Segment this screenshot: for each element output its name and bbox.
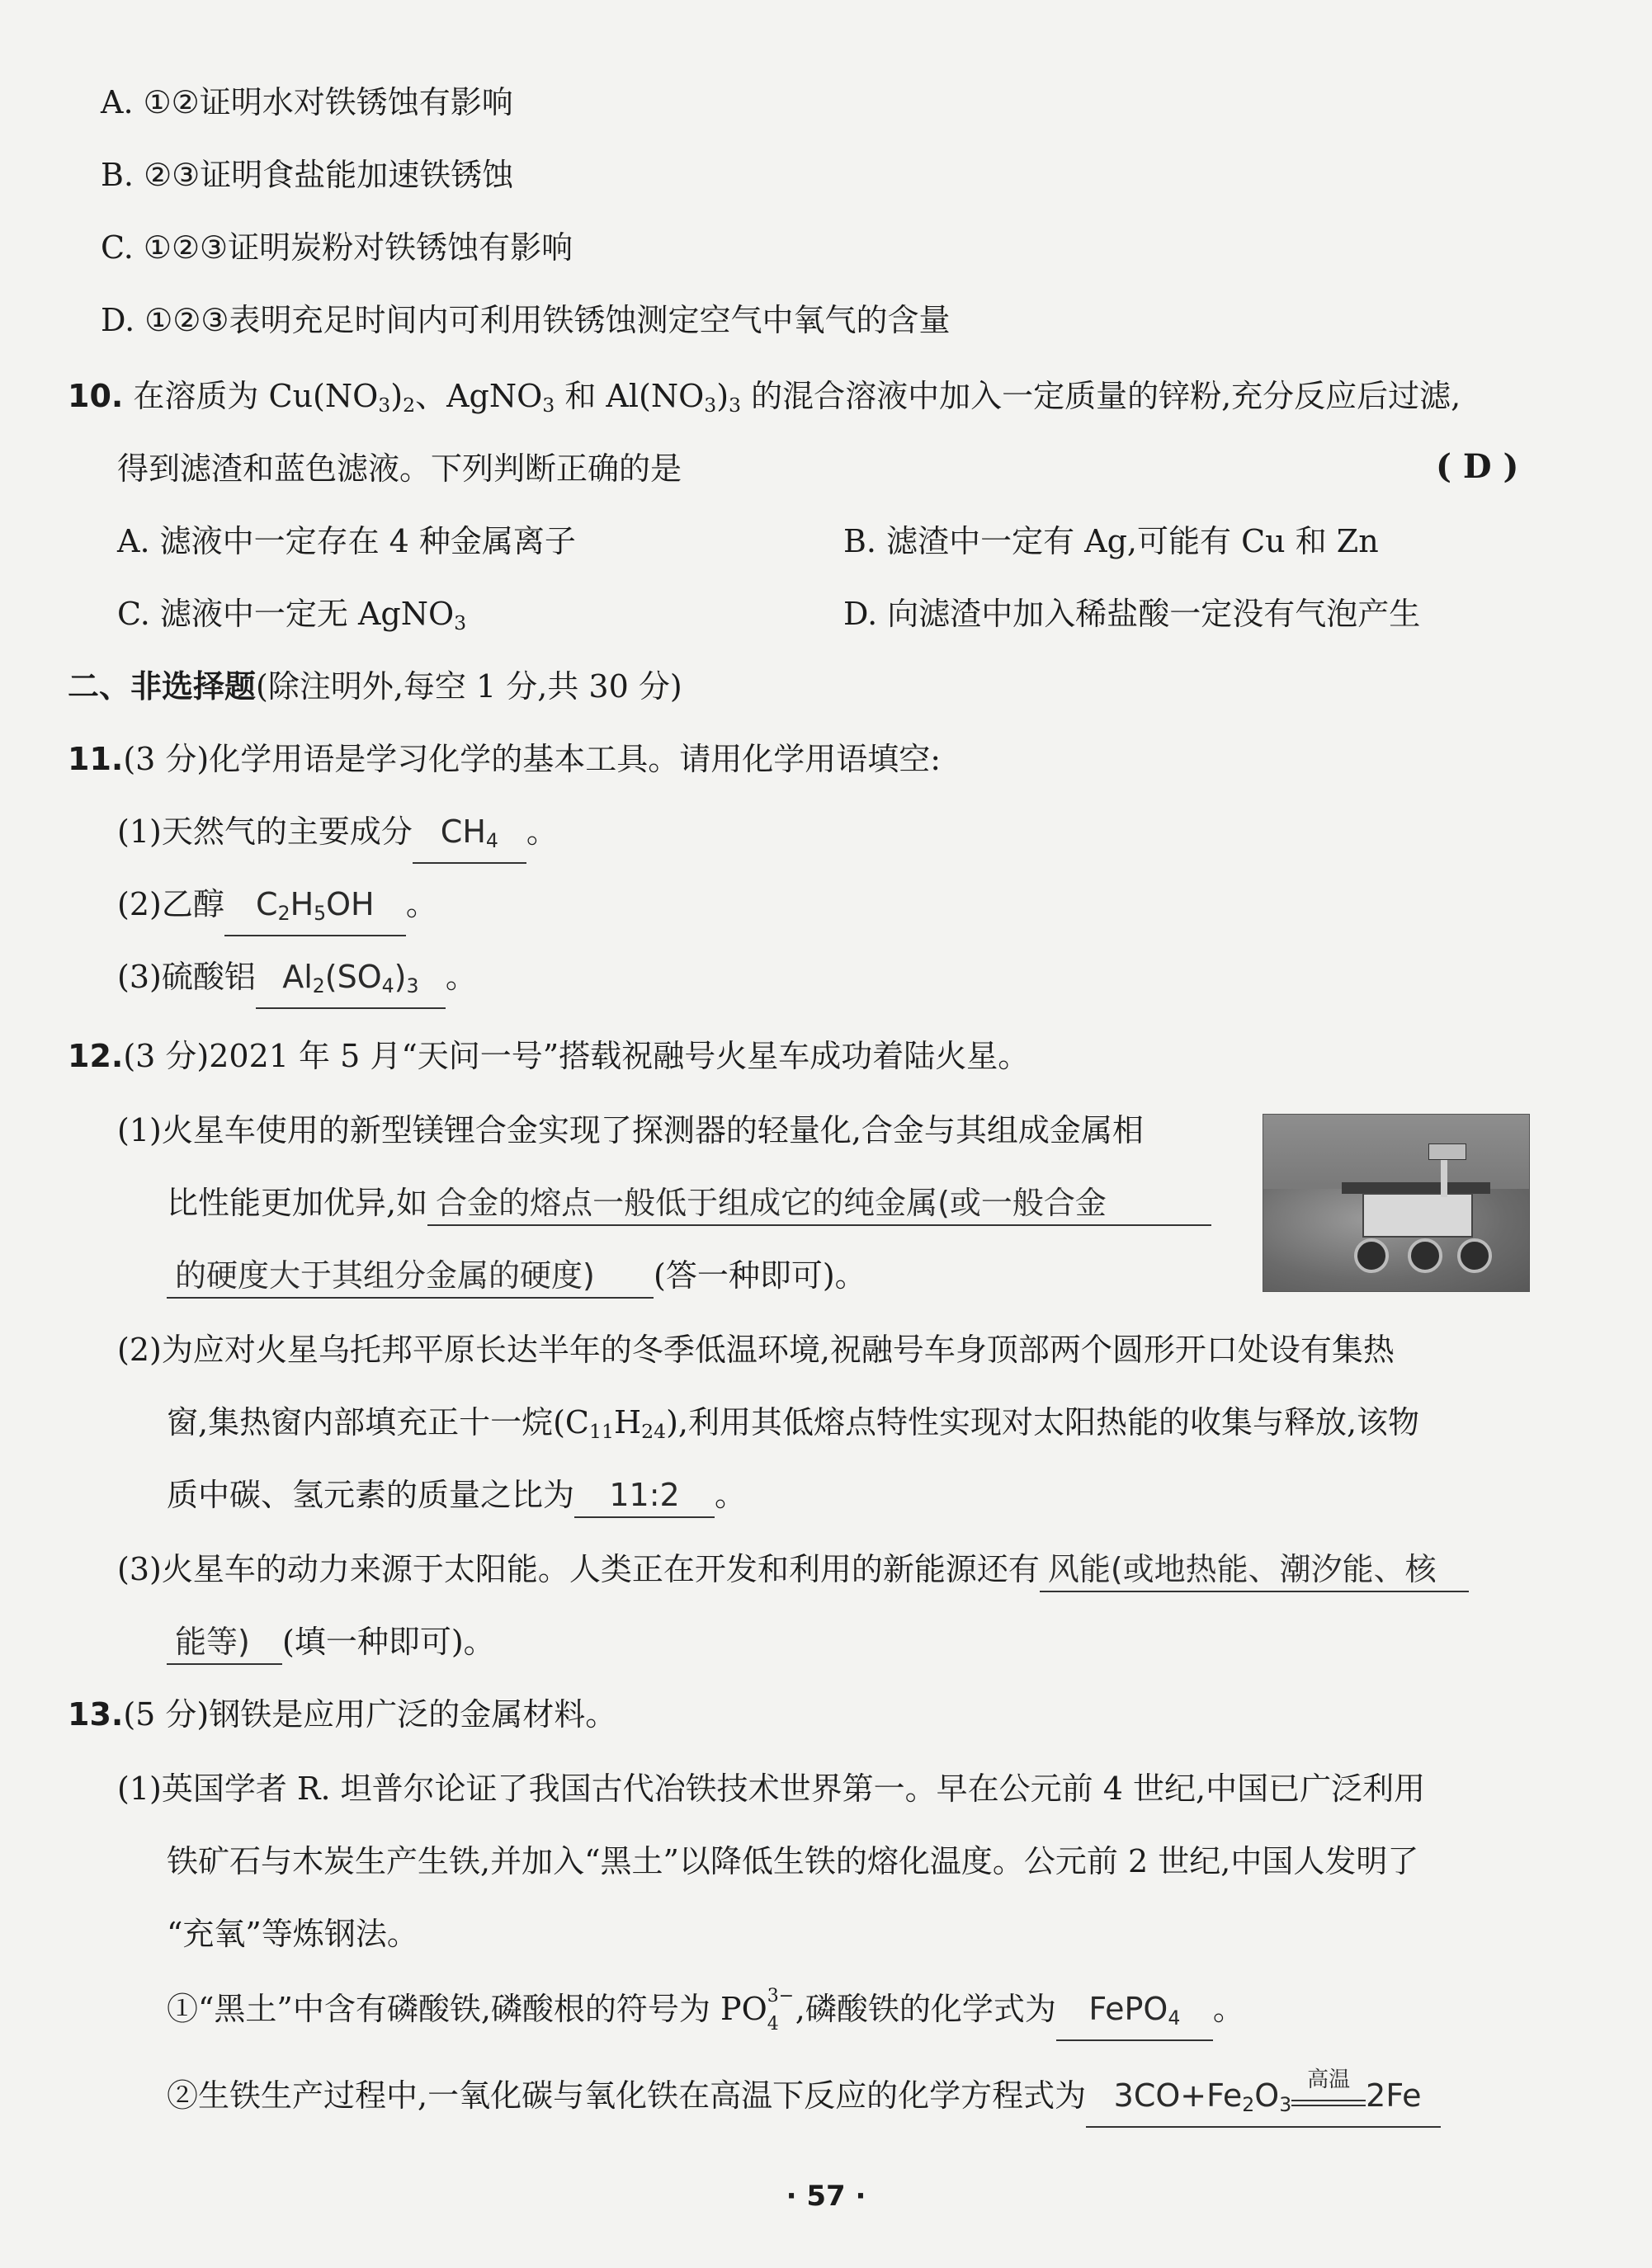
- q12-part1-line3: 的硬度大于其组分金属的硬度) (答一种即可)。: [167, 1256, 866, 1299]
- q13-number: 13.: [68, 1696, 124, 1733]
- q13-sub1: ①“黑土”中含有磷酸铁,磷酸根的符号为 PO 3− 4 ,磷酸铁的化学式为 FePO$_4$ 。: [167, 1988, 1244, 2041]
- q13-answer-1: FePO$_4$: [1056, 1989, 1213, 2041]
- q11-part1: (1)天然气的主要成分 $CH_4$ 。: [117, 812, 558, 864]
- q10-option-a: A. 滤液中一定存在 4 种金属离子: [117, 523, 576, 559]
- q10-option-b: B. 滤渣中一定有 Ag,可能有 Cu 和 Zn: [843, 523, 1379, 559]
- q13-part1-line3: “充氧”等炼钢法。: [167, 1916, 418, 1952]
- q9-option-b: B. ②③证明食盐能加速铁锈蚀: [101, 157, 514, 193]
- q10-option-c: C. 滤液中一定无 AgNO$_3$: [117, 596, 467, 634]
- reaction-condition: 高温: [1291, 2085, 1366, 2106]
- q11-answer-3: $Al_2(SO_4)_3$: [256, 957, 446, 1009]
- q10-stem-line2: 得到滤渣和蓝色滤液。下列判断正确的是: [117, 450, 682, 487]
- q11-part3: (3)硫酸铝 $Al_2(SO_4)_3$ 。: [117, 957, 477, 1009]
- q13-part1-line1: (1)英国学者 R. 坦普尔论证了我国古代冶铁技术世界第一。早在公元前 4 世纪,中国已广泛利用: [117, 1771, 1426, 1807]
- q12-number: 12.: [68, 1038, 124, 1074]
- q11-number: 11.: [68, 741, 124, 777]
- q12-part1-line1: (1)火星车使用的新型镁锂合金实现了探测器的轻量化,合金与其组成金属相: [117, 1112, 1144, 1148]
- q13-sub2: ②生铁生产过程中,一氧化碳与氧化铁在高温下反应的化学方程式为 $3CO+Fe_2O_3$ 高温 2Fe: [167, 2076, 1441, 2128]
- q11-part2: (2)乙醇 $C_2H_5OH$ 。: [117, 884, 437, 936]
- q12-part2-line1: (2)为应对火星乌托邦平原长达半年的冬季低温环境,祝融号车身顶部两个圆形开口处设有集热: [117, 1332, 1395, 1368]
- q10-answer: ( D ): [1436, 447, 1519, 486]
- q12-part2-line2: 窗,集热窗内部填充正十一烷$(C_{11}H_{24})$,利用其低熔点特性实现对太阳热能的收集与释放,该物: [167, 1404, 1420, 1443]
- q10-option-d: D. 向滤渣中加入稀盐酸一定没有气泡产生: [843, 596, 1421, 632]
- q12-part2-line3: 质中碳、氢元素的质量之比为 11:2 。: [167, 1475, 746, 1518]
- q9-option-a: A. ①②证明水对铁锈蚀有影响: [101, 84, 513, 120]
- q12-part3-line2: 能等) (填一种即可)。: [167, 1622, 495, 1665]
- mars-rover-photo: [1263, 1114, 1530, 1292]
- q13-stem: 13.(5 分)钢铁是应用广泛的金属材料。: [68, 1696, 617, 1733]
- q11-answer-1: $CH_4$: [413, 812, 526, 864]
- q12-stem: 12.(3 分)2021 年 5 月“天问一号”搭载祝融号火星车成功着陆火星。: [68, 1038, 1030, 1074]
- section-note: (除注明外,每空 1 分,共 30 分): [256, 668, 682, 705]
- q12-part1-line2: 比性能更加优异,如 合金的熔点一般低于组成它的纯金属(或一般合金: [167, 1183, 1211, 1226]
- q12-answer-3a: 风能(或地热能、潮汐能、核: [1040, 1549, 1469, 1592]
- q12-part3-line1: (3)火星车的动力来源于太阳能。人类正在开发和利用的新能源还有 风能(或地热能、潮汐能、核: [117, 1549, 1469, 1592]
- q11-stem: 11.(3 分)化学用语是学习化学的基本工具。请用化学用语填空:: [68, 741, 942, 777]
- q12-answer-1b: 的硬度大于其组分金属的硬度): [167, 1256, 654, 1299]
- q9-option-c: C. ①②③证明炭粉对铁锈蚀有影响: [101, 229, 573, 266]
- q13-part1-line2: 铁矿石与木炭生产生铁,并加入“黑土”以降低生铁的熔化温度。公元前 2 世纪,中国人发明了: [167, 1843, 1419, 1879]
- q12-answer-2: 11:2: [574, 1475, 715, 1518]
- section-title: 二、非选择题(除注明外,每空 1 分,共 30 分): [68, 668, 682, 705]
- page-number: · 57 ·: [786, 2180, 866, 2213]
- q12-answer-1a: 合金的熔点一般低于组成它的纯金属(或一般合金: [427, 1183, 1211, 1226]
- q10-stem: 10. 在溶质为 $Cu(NO_3)_2$、AgNO$_3$ 和 $Al(NO_3)_3$ 的混合溶液中加入一定质量的锌粉,充分反应后过滤,: [68, 378, 1461, 417]
- q9-option-d: D. ①②③表明充足时间内可利用铁锈蚀测定空气中氧气的含量: [101, 302, 951, 338]
- q13-answer-2: $3CO+Fe_2O_3$ 高温 2Fe: [1086, 2076, 1441, 2128]
- q12-answer-3b: 能等): [167, 1622, 282, 1665]
- q11-answer-2: $C_2H_5OH$: [224, 884, 406, 936]
- q10-number: 10.: [68, 378, 124, 414]
